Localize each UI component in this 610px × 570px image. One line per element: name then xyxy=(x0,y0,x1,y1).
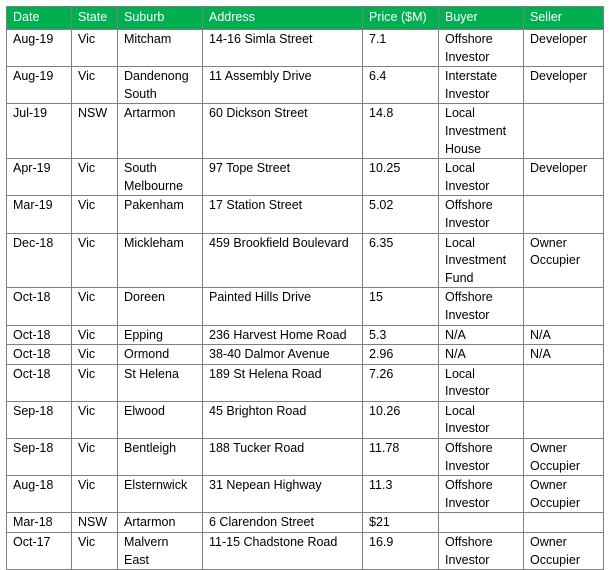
cell-price: 2.96 xyxy=(363,345,439,365)
cell-buyer: Local Investment House xyxy=(439,104,524,159)
table-row xyxy=(7,67,604,104)
cell-suburb: Pakenham xyxy=(118,196,203,233)
cell-suburb: Mickleham xyxy=(118,233,203,288)
cell-address: 97 Tope Street xyxy=(203,159,363,196)
cell-price: 5.3 xyxy=(363,325,439,345)
table-row xyxy=(7,439,604,476)
cell-state: NSW xyxy=(72,513,118,533)
cell-buyer: Local Investment Fund xyxy=(439,233,524,288)
cell-suburb: Elsternwick xyxy=(118,476,203,513)
cell-seller xyxy=(524,364,604,401)
cell-buyer: Offshore Investor xyxy=(439,439,524,476)
cell-seller xyxy=(524,196,604,233)
cell-seller: Owner Occupier xyxy=(524,533,604,570)
column-header-date: Date xyxy=(7,7,72,30)
cell-state: Vic xyxy=(72,345,118,365)
cell-suburb: Ormond xyxy=(118,345,203,365)
cell-suburb: South Melbourne xyxy=(118,159,203,196)
cell-date: Oct-17 xyxy=(7,533,72,570)
header-row xyxy=(7,7,604,30)
table-row xyxy=(7,104,604,159)
table-row xyxy=(7,345,604,365)
cell-state: Vic xyxy=(72,476,118,513)
cell-price: 10.26 xyxy=(363,401,439,438)
cell-date: Mar-18 xyxy=(7,513,72,533)
cell-price: 11.78 xyxy=(363,439,439,476)
cell-address: 31 Nepean Highway xyxy=(203,476,363,513)
cell-suburb: Elwood xyxy=(118,401,203,438)
cell-address: 236 Harvest Home Road xyxy=(203,325,363,345)
cell-suburb: Bentleigh xyxy=(118,439,203,476)
column-header-state: State xyxy=(72,7,118,30)
table-row xyxy=(7,476,604,513)
cell-buyer: Interstate Investor xyxy=(439,67,524,104)
cell-seller xyxy=(524,288,604,325)
cell-date: Oct-18 xyxy=(7,325,72,345)
cell-address: 11-15 Chadstone Road xyxy=(203,533,363,570)
cell-suburb: Malvern East xyxy=(118,533,203,570)
cell-date: Apr-19 xyxy=(7,159,72,196)
cell-date: Aug-19 xyxy=(7,30,72,67)
cell-price: 11.3 xyxy=(363,476,439,513)
cell-address: 38-40 Dalmor Avenue xyxy=(203,345,363,365)
cell-suburb: Epping xyxy=(118,325,203,345)
cell-buyer: Offshore Investor xyxy=(439,533,524,570)
cell-buyer: Offshore Investor xyxy=(439,30,524,67)
cell-date: Mar-19 xyxy=(7,196,72,233)
cell-state: Vic xyxy=(72,67,118,104)
cell-price: 14.8 xyxy=(363,104,439,159)
cell-address: 11 Assembly Drive xyxy=(203,67,363,104)
cell-address: 459 Brookfield Boulevard xyxy=(203,233,363,288)
cell-price: 6.35 xyxy=(363,233,439,288)
cell-state: Vic xyxy=(72,439,118,476)
column-header-suburb: Suburb xyxy=(118,7,203,30)
table-row xyxy=(7,288,604,325)
column-header-buyer: Buyer xyxy=(439,7,524,30)
cell-state: Vic xyxy=(72,325,118,345)
table-body xyxy=(7,30,604,570)
cell-state: Vic xyxy=(72,233,118,288)
sales-table-container xyxy=(6,6,604,570)
cell-seller xyxy=(524,513,604,533)
cell-seller xyxy=(524,401,604,438)
cell-state: Vic xyxy=(72,159,118,196)
cell-seller: N/A xyxy=(524,345,604,365)
cell-date: Oct-18 xyxy=(7,288,72,325)
cell-buyer: Local Investor xyxy=(439,159,524,196)
table-row xyxy=(7,159,604,196)
cell-state: Vic xyxy=(72,533,118,570)
cell-seller: Owner Occupier xyxy=(524,476,604,513)
cell-buyer xyxy=(439,513,524,533)
column-header-address: Address xyxy=(203,7,363,30)
cell-seller xyxy=(524,104,604,159)
cell-date: Jul-19 xyxy=(7,104,72,159)
table-row xyxy=(7,196,604,233)
cell-seller: N/A xyxy=(524,325,604,345)
table-row xyxy=(7,30,604,67)
cell-date: Oct-18 xyxy=(7,364,72,401)
cell-buyer: Offshore Investor xyxy=(439,476,524,513)
cell-buyer: Local Investor xyxy=(439,364,524,401)
table-row xyxy=(7,364,604,401)
cell-address: 14-16 Simla Street xyxy=(203,30,363,67)
cell-date: Oct-18 xyxy=(7,345,72,365)
cell-suburb: Artarmon xyxy=(118,513,203,533)
cell-date: Sep-18 xyxy=(7,439,72,476)
cell-suburb: Mitcham xyxy=(118,30,203,67)
table-row xyxy=(7,533,604,570)
cell-state: NSW xyxy=(72,104,118,159)
cell-suburb: Doreen xyxy=(118,288,203,325)
table-header xyxy=(7,7,604,30)
cell-buyer: Offshore Investor xyxy=(439,196,524,233)
cell-buyer: Offshore Investor xyxy=(439,288,524,325)
cell-buyer: N/A xyxy=(439,325,524,345)
cell-price: 6.4 xyxy=(363,67,439,104)
cell-price: 7.26 xyxy=(363,364,439,401)
cell-state: Vic xyxy=(72,401,118,438)
cell-price: 5.02 xyxy=(363,196,439,233)
table-row xyxy=(7,325,604,345)
cell-price: 7.1 xyxy=(363,30,439,67)
cell-address: 17 Station Street xyxy=(203,196,363,233)
table-row xyxy=(7,233,604,288)
cell-address: 6 Clarendon Street xyxy=(203,513,363,533)
cell-state: Vic xyxy=(72,288,118,325)
cell-suburb: Artarmon xyxy=(118,104,203,159)
cell-state: Vic xyxy=(72,364,118,401)
cell-price: $21 xyxy=(363,513,439,533)
cell-seller: Owner Occupier xyxy=(524,233,604,288)
cell-price: 15 xyxy=(363,288,439,325)
table-row xyxy=(7,513,604,533)
cell-address: Painted Hills Drive xyxy=(203,288,363,325)
cell-address: 45 Brighton Road xyxy=(203,401,363,438)
cell-suburb: Dandenong South xyxy=(118,67,203,104)
cell-seller: Owner Occupier xyxy=(524,439,604,476)
cell-address: 60 Dickson Street xyxy=(203,104,363,159)
cell-date: Aug-18 xyxy=(7,476,72,513)
cell-date: Dec-18 xyxy=(7,233,72,288)
cell-price: 16.9 xyxy=(363,533,439,570)
table-row xyxy=(7,401,604,438)
cell-buyer: N/A xyxy=(439,345,524,365)
cell-price: 10.25 xyxy=(363,159,439,196)
cell-state: Vic xyxy=(72,30,118,67)
column-header-seller: Seller xyxy=(524,7,604,30)
cell-address: 188 Tucker Road xyxy=(203,439,363,476)
cell-date: Sep-18 xyxy=(7,401,72,438)
cell-seller: Developer xyxy=(524,159,604,196)
cell-date: Aug-19 xyxy=(7,67,72,104)
cell-seller: Developer xyxy=(524,67,604,104)
cell-address: 189 St Helena Road xyxy=(203,364,363,401)
column-header-price: Price ($M) xyxy=(363,7,439,30)
cell-state: Vic xyxy=(72,196,118,233)
cell-buyer: Local Investor xyxy=(439,401,524,438)
cell-seller: Developer xyxy=(524,30,604,67)
sales-table xyxy=(6,6,604,570)
cell-suburb: St Helena xyxy=(118,364,203,401)
